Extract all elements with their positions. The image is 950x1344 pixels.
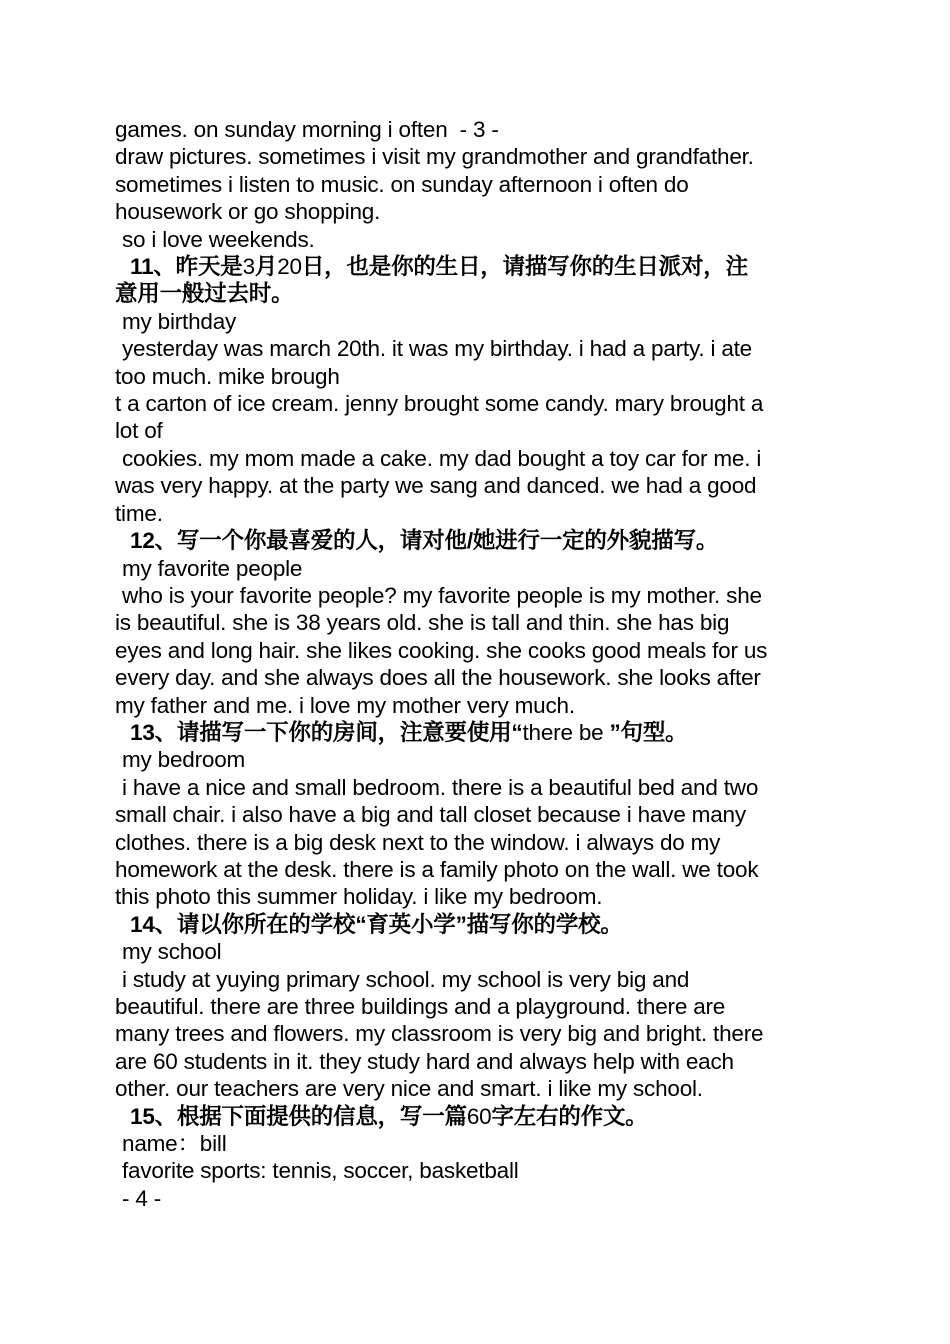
question-13-heading <box>115 719 835 746</box>
question-11-text: 月 <box>254 254 278 280</box>
text-line: every day. and she always does all the housework. she looks after <box>115 665 761 691</box>
question-11-text: 日，也是你的生日，请描写你的生日派对，注 <box>301 254 748 280</box>
question-11-number: 20 <box>277 254 302 280</box>
text-line: too much. mike brough <box>115 363 340 389</box>
text-line: who is your favorite people? my favorite people is my mother. she <box>122 582 762 608</box>
text-line: lot of <box>115 418 163 444</box>
text-line: clothes. there is a big desk next to the window. i always do my <box>115 829 721 855</box>
text-line: this photo this summer holiday. i like my bedroom. <box>115 884 603 910</box>
question-11-text: 11、昨天是 <box>130 254 243 280</box>
question-15-heading <box>115 1103 835 1130</box>
essay-title: my bedroom <box>122 747 246 773</box>
question-11-heading-cont: 意用一般过去时。 <box>115 281 294 307</box>
text-line: games. on sunday morning i often - 3 - <box>115 117 499 142</box>
question-13-text: 13、请描写一下你的房间，注意要使用“ <box>130 719 523 745</box>
text-line: t a carton of ice cream. jenny brought some candy. mary brought a <box>115 391 764 417</box>
document-page <box>115 116 835 1212</box>
text-line: i study at yuying primary school. my school is very big and <box>122 966 690 992</box>
essay-title: my birthday <box>122 308 237 334</box>
text-line: sometimes i listen to music. on sunday afternoon i often do <box>115 171 689 197</box>
text-line: are 60 students in it. they study hard and always help with each <box>115 1048 734 1074</box>
question-15-text: 15、根据下面提供的信息，写一篇 <box>130 1103 467 1129</box>
text-line: eyes and long hair. she likes cooking. she cooks good meals for us <box>115 637 768 663</box>
question-11-number: 3 <box>242 254 255 280</box>
question-13-latin: there be <box>522 719 610 745</box>
question-11-heading <box>115 253 835 280</box>
text-line: was very happy. at the party we sang and danced. we had a good <box>115 473 757 499</box>
question-15-number: 60 <box>466 1103 492 1129</box>
text-line: my father and me. i love my mother very much. <box>115 692 575 718</box>
text-line: so i love weekends. <box>122 226 315 252</box>
text-line: cookies. my mom made a cake. my dad bought a toy car for me. i <box>122 445 762 471</box>
question-15-text: 字左右的作文。 <box>491 1103 648 1129</box>
question-14-heading: 14、请以你所在的学校“育英小学”描写你的学校。 <box>130 911 623 937</box>
text-line: draw pictures. sometimes i visit my grandmother and grandfather. <box>115 144 754 170</box>
text-line: is beautiful. she is 38 years old. she is tall and thin. she has big <box>115 610 730 636</box>
info-sports: favorite sports: tennis, soccer, basketball <box>122 1158 519 1184</box>
text-line: small chair. i also have a big and tall closet because i have many <box>115 802 746 828</box>
text-line: time. <box>115 500 163 526</box>
text-line: homework at the desk. there is a family photo on the wall. we took <box>115 856 759 882</box>
essay-title: my favorite people <box>122 555 303 581</box>
page-number: - 4 - <box>122 1185 162 1211</box>
question-12-heading: 12、写一个你最喜爱的人，请对他/她进行一定的外貌描写。 <box>130 528 719 554</box>
text-line: i have a nice and small bedroom. there is a beautiful bed and two <box>122 774 759 800</box>
text-line: yesterday was march 20th. it was my birthday. i had a party. i ate <box>122 336 752 362</box>
text-line: beautiful. there are three buildings and a playground. there are <box>115 994 726 1019</box>
info-name: name：bill <box>122 1131 227 1157</box>
question-13-text: ”句型。 <box>609 719 688 745</box>
text-line: many trees and flowers. my classroom is very big and bright. there <box>115 1021 764 1047</box>
text-line: other. our teachers are very nice and smart. i like my school. <box>115 1076 703 1102</box>
text-line: housework or go shopping. <box>115 199 381 225</box>
essay-title: my school <box>122 939 222 965</box>
